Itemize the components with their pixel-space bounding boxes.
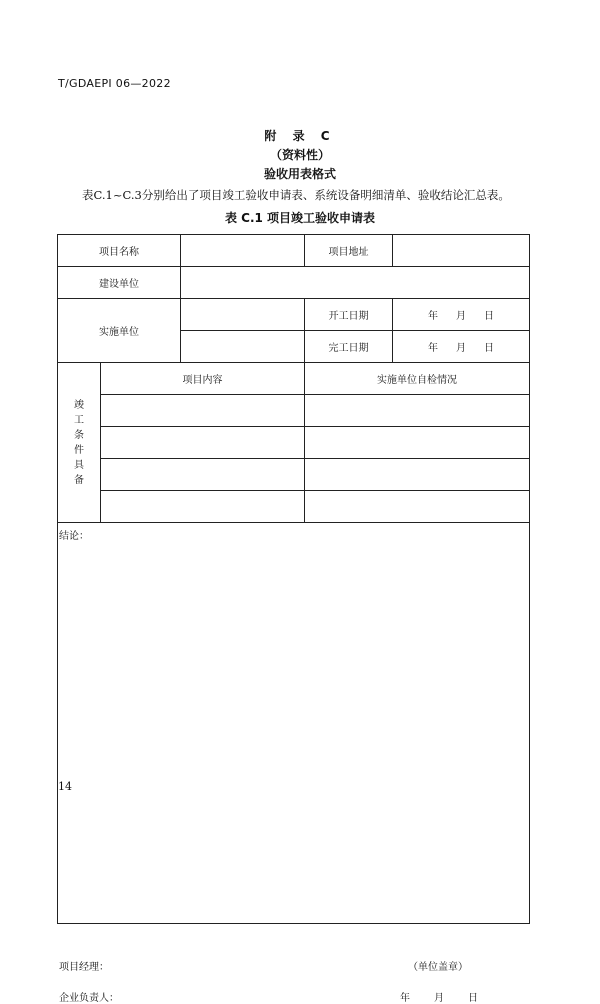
intro-paragraph: 表C.1~C.3分别给出了项目竣工验收申请表、系统设备明细清单、验收结论汇总表。 xyxy=(82,188,510,202)
self-check-cell[interactable] xyxy=(305,395,530,427)
table-row xyxy=(58,459,530,491)
conclusion-label: 结论： xyxy=(59,531,89,542)
self-check-cell[interactable] xyxy=(305,427,530,459)
implementation-unit-label: 实施单位 xyxy=(58,299,181,363)
table-caption: 表 C.1 项目竣工验收申请表 xyxy=(224,211,376,225)
implementation-unit-cell-2[interactable] xyxy=(181,331,305,363)
content-cell[interactable] xyxy=(101,395,305,427)
content-cell[interactable] xyxy=(101,459,305,491)
table-row xyxy=(58,395,530,427)
content-cell[interactable] xyxy=(101,491,305,523)
table-row xyxy=(58,523,530,924)
completion-acceptance-form xyxy=(57,234,530,1004)
content-cell[interactable] xyxy=(101,427,305,459)
project-manager-label: 项目经理： xyxy=(59,962,109,973)
appendix-nature: （资料性） xyxy=(269,148,330,162)
implementation-unit-cell-1[interactable] xyxy=(181,299,305,331)
enterprise-leader-label: 企业负责人： xyxy=(59,993,119,1004)
start-date-label: 开工日期 xyxy=(305,299,393,331)
construction-unit-label: 建设单位 xyxy=(58,267,181,299)
completion-date-cell[interactable]: 年 月 日 xyxy=(393,331,530,363)
table-row xyxy=(58,491,530,523)
table-row xyxy=(58,235,530,267)
appendix-subtitle: 验收用表格式 xyxy=(263,167,336,181)
document-code: T/GDAEPI 06—2022 xyxy=(58,77,171,90)
completion-date-label: 完工日期 xyxy=(305,331,393,363)
self-check-cell[interactable] xyxy=(305,491,530,523)
self-check-cell[interactable] xyxy=(305,459,530,491)
seal-label: （单位盖章） xyxy=(408,962,468,973)
self-check-header: 实施单位自检情况 xyxy=(305,363,530,395)
table-row xyxy=(58,299,530,331)
table-row xyxy=(58,363,530,395)
page-number: 14 xyxy=(58,780,72,793)
project-address-label: 项目地址 xyxy=(305,235,393,267)
signature-date: 年 月 日 xyxy=(400,993,478,1004)
project-name-cell[interactable] xyxy=(181,235,305,267)
project-content-header: 项目内容 xyxy=(101,363,305,395)
project-address-cell[interactable] xyxy=(393,235,530,267)
table-row xyxy=(58,267,530,299)
project-name-label: 项目名称 xyxy=(58,235,181,267)
conclusion-cell[interactable] xyxy=(58,523,530,1004)
table-row xyxy=(58,427,530,459)
appendix-title: 附 录 C xyxy=(264,129,336,143)
completion-conditions-label: 竣 工 条 件 具 备 xyxy=(58,363,101,523)
start-date-cell[interactable]: 年 月 日 xyxy=(393,299,530,331)
construction-unit-cell[interactable] xyxy=(181,267,530,299)
